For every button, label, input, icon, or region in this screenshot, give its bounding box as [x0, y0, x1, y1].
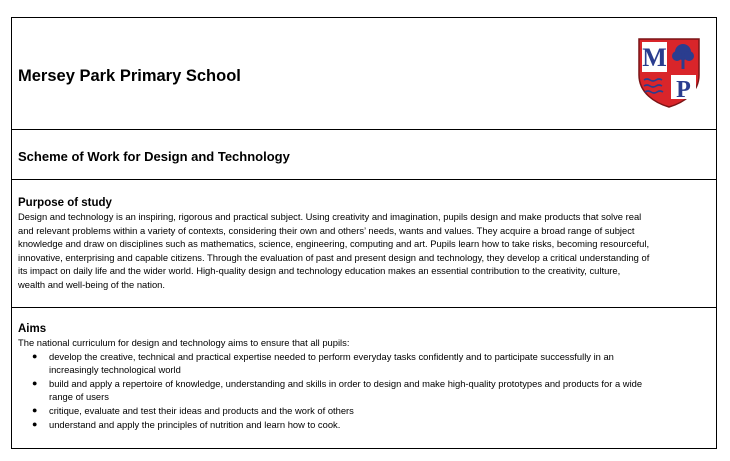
- scheme-row: [12, 130, 716, 180]
- purpose-line: its impact on daily life and the wider world. High-quality design and technology education makes an essential contribution to the creativity, culture,: [18, 265, 621, 277]
- crest-letter-m: M: [642, 43, 667, 72]
- aims-list: [18, 350, 716, 432]
- crest-letter-p: P: [676, 77, 691, 103]
- aims-row: [12, 308, 716, 448]
- aims-item-line: critique, evaluate and test their ideas and products and the work of others: [49, 404, 354, 416]
- purpose-text: [18, 210, 716, 292]
- bullet-icon: ●: [32, 404, 38, 415]
- aims-list-item: [18, 350, 716, 377]
- school-crest-logo: [637, 37, 701, 109]
- purpose-line: knowledge and draw on disciplines such as mathematics, science, engineering, computing and art. Pupils learn how to take risks, becoming resourceful,: [18, 238, 650, 250]
- school-name: Mersey Park Primary School: [18, 67, 241, 85]
- aims-list-item: [18, 377, 716, 404]
- aims-item-line: understand and apply the principles of nutrition and learn how to cook.: [49, 418, 341, 430]
- aims-heading: Aims: [18, 323, 47, 335]
- purpose-line: wealth and well-being of the nation.: [18, 278, 165, 290]
- bullet-icon: ●: [32, 350, 38, 361]
- purpose-line: Design and technology is an inspiring, rigorous and practical subject. Using creativity and imagination, pupils design and make products that solve real: [18, 211, 642, 222]
- scheme-title: Scheme of Work for Design and Technology: [18, 149, 290, 164]
- header-row: [12, 18, 716, 130]
- aims-list-item: [18, 418, 716, 432]
- bullet-icon: ●: [32, 377, 38, 388]
- document-table: [11, 17, 717, 449]
- bullet-icon: ●: [32, 418, 38, 429]
- purpose-line: innovative, enterprising and capable citizens. Through the evaluation of past and present design and technology, they develop a critical understanding of: [18, 251, 650, 263]
- purpose-heading: Purpose of study: [18, 197, 112, 209]
- aims-item-line: build and apply a repertoire of knowledge, understanding and skills in order to design and make high-quality prototypes and products for a wide: [49, 377, 643, 389]
- aims-item-line: develop the creative, technical and practical expertise needed to perform everyday tasks confidently and to participate successfully in an: [49, 350, 614, 362]
- purpose-line: and relevant problems within a variety of contexts, considering their own and others’ needs, wants and values. They acquire a broad range of subject: [18, 224, 635, 236]
- aims-intro: The national curriculum for design and technology aims to ensure that all pupils:: [18, 337, 350, 348]
- aims-item-line: increasingly technological world: [49, 364, 181, 376]
- purpose-row: [12, 180, 716, 308]
- aims-list-item: [18, 404, 716, 418]
- aims-item-line: range of users: [49, 391, 109, 403]
